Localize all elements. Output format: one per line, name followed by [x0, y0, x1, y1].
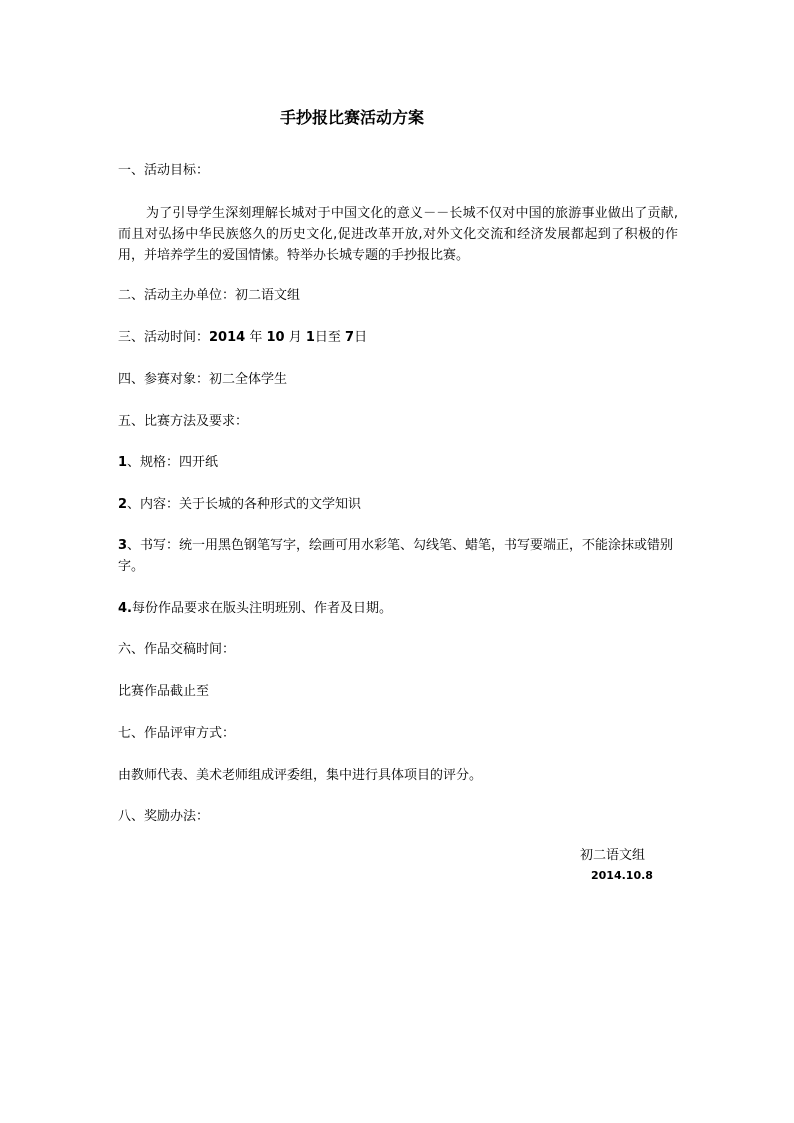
- rule-number: 1: [118, 455, 128, 470]
- judging-text: 由教师代表、美术老师组成评委组，集中进行具体项目的评分。: [118, 768, 483, 783]
- rule-item-1: [118, 452, 678, 473]
- section-participants: 四、参赛对象：初二全体学生: [118, 372, 288, 387]
- time-label: 三、活动时间：: [118, 330, 210, 345]
- rule-number: 4.: [118, 601, 132, 616]
- time-year: 2014: [209, 330, 246, 345]
- section-time: [118, 327, 678, 348]
- section-heading-deadline: 六、作品交稿时间：: [118, 642, 236, 657]
- time-year-unit: 年: [245, 330, 267, 345]
- time-end-day: 7: [345, 330, 355, 345]
- signature-date: 2014.10.8: [591, 869, 653, 882]
- time-start-day: 1: [305, 330, 315, 345]
- rule-text: 每份作品要求在版头注明班别、作者及日期。: [131, 601, 392, 616]
- time-to: 日至: [314, 330, 346, 345]
- time-day-unit: 日: [354, 330, 368, 345]
- time-month: 10: [266, 330, 285, 345]
- rule-number: 3: [118, 538, 128, 553]
- time-month-unit: 月: [284, 330, 306, 345]
- document-title: 手抄报比赛活动方案: [280, 108, 425, 127]
- rule-item-4: [118, 598, 678, 619]
- rule-number: 2: [118, 497, 128, 512]
- section-heading-judging: 七、作品评审方式：: [118, 726, 236, 741]
- section-heading-awards: 八、奖励办法：: [118, 809, 210, 824]
- section-heading-goals: 一、活动目标：: [118, 163, 210, 178]
- rule-item-2: [118, 494, 678, 515]
- signature: 初二语文组: [580, 848, 646, 863]
- rule-text: 、书写：统一用黑色钢笔写字，绘画可用水彩笔、勾线笔、蜡笔，书写要端正，不能涂抹或错别字。: [118, 538, 674, 574]
- deadline-text: 比赛作品截止至: [118, 684, 210, 699]
- section-organizer: 二、活动主办单位：初二语文组: [118, 288, 301, 303]
- rule-item-3: [118, 535, 678, 577]
- goals-paragraph: 为了引导学生深刻理解长城对于中国文化的意义－－长城不仅对中国的旅游事业做出了贡献,而且对弘扬中华民族悠久的历史文化,促进改革开放,对外文化交流和经济发展都起到了积极的作用，并培养学生的爱国情愫。特举办长城专题的手抄报比赛。: [118, 206, 678, 263]
- rule-text: 、规格：四开纸: [127, 455, 219, 470]
- section-heading-rules: 五、比赛方法及要求：: [118, 414, 249, 429]
- rule-text: 、内容：关于长城的各种形式的文学知识: [127, 497, 362, 512]
